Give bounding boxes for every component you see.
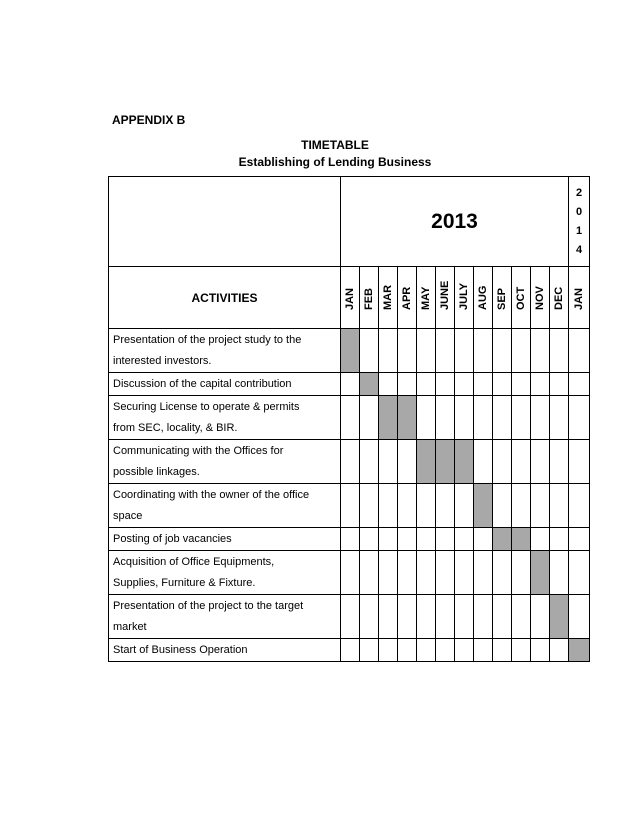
gantt-empty-cell	[398, 484, 417, 528]
gantt-empty-cell	[379, 528, 398, 551]
gantt-empty-cell	[455, 396, 474, 440]
month-label: JUNE	[439, 280, 451, 310]
year-2014-header	[569, 177, 590, 267]
gantt-empty-cell	[531, 595, 550, 639]
gantt-empty-cell	[550, 329, 569, 373]
month-label: AUG	[477, 285, 489, 310]
activity-label	[109, 639, 341, 662]
gantt-empty-cell	[360, 329, 379, 373]
gantt-empty-cell	[379, 551, 398, 595]
activity-label	[109, 551, 341, 595]
gantt-empty-cell	[474, 440, 493, 484]
gantt-empty-cell	[512, 373, 531, 396]
gantt-empty-cell	[379, 440, 398, 484]
activity-label-line: Start of Business Operation	[113, 644, 248, 656]
gantt-empty-cell	[436, 595, 455, 639]
month-label: APR	[401, 286, 413, 310]
gantt-empty-cell	[550, 440, 569, 484]
gantt-empty-cell	[474, 329, 493, 373]
gantt-empty-cell	[455, 595, 474, 639]
gantt-empty-cell	[512, 396, 531, 440]
gantt-empty-cell	[341, 639, 360, 662]
gantt-empty-cell	[569, 440, 590, 484]
gantt-empty-cell	[417, 484, 436, 528]
activity-label-line: Supplies, Furniture & Fixture.	[113, 577, 256, 589]
gantt-empty-cell	[474, 396, 493, 440]
gantt-empty-cell	[341, 595, 360, 639]
gantt-empty-cell	[417, 329, 436, 373]
year-2013-header: 2013	[341, 177, 569, 267]
activity-label-line: Presentation of the project study to the	[113, 334, 302, 346]
gantt-empty-cell	[341, 484, 360, 528]
gantt-bar-cell	[493, 528, 512, 551]
month-header-0	[341, 267, 360, 329]
timetable	[108, 176, 590, 662]
month-label: JULY	[458, 282, 470, 310]
activity-row	[109, 396, 590, 440]
gantt-empty-cell	[398, 639, 417, 662]
activity-label	[109, 373, 341, 396]
gantt-bar-cell	[531, 551, 550, 595]
gantt-empty-cell	[493, 440, 512, 484]
gantt-empty-cell	[512, 440, 531, 484]
activity-label-line: market	[113, 621, 147, 633]
gantt-empty-cell	[493, 595, 512, 639]
activity-label-line: Presentation of the project to the target	[113, 600, 304, 612]
gantt-empty-cell	[436, 551, 455, 595]
gantt-empty-cell	[531, 639, 550, 662]
gantt-empty-cell	[341, 373, 360, 396]
gantt-bar-cell	[360, 373, 379, 396]
gantt-bar-cell	[474, 484, 493, 528]
gantt-empty-cell	[360, 484, 379, 528]
gantt-bar-cell	[379, 396, 398, 440]
gantt-empty-cell	[417, 595, 436, 639]
gantt-empty-cell	[569, 595, 590, 639]
gantt-empty-cell	[493, 373, 512, 396]
activity-row	[109, 595, 590, 639]
gantt-empty-cell	[417, 373, 436, 396]
gantt-empty-cell	[455, 639, 474, 662]
gantt-empty-cell	[360, 528, 379, 551]
gantt-empty-cell	[455, 373, 474, 396]
gantt-empty-cell	[436, 373, 455, 396]
gantt-empty-cell	[436, 528, 455, 551]
appendix-label: APPENDIX B	[112, 113, 186, 127]
activity-label	[109, 329, 341, 373]
gantt-empty-cell	[512, 329, 531, 373]
gantt-empty-cell	[550, 639, 569, 662]
month-header-1	[360, 267, 379, 329]
month-header-12	[569, 267, 590, 329]
activity-label	[109, 484, 341, 528]
gantt-empty-cell	[531, 440, 550, 484]
gantt-empty-cell	[417, 528, 436, 551]
month-header-row	[109, 267, 590, 329]
gantt-empty-cell	[436, 484, 455, 528]
gantt-empty-cell	[417, 396, 436, 440]
gantt-empty-cell	[550, 528, 569, 551]
gantt-empty-cell	[550, 373, 569, 396]
activity-label	[109, 396, 341, 440]
page-title: TIMETABLE	[301, 138, 369, 152]
gantt-empty-cell	[379, 484, 398, 528]
activity-label-line: interested investors.	[113, 355, 212, 367]
activity-row	[109, 639, 590, 662]
gantt-empty-cell	[379, 329, 398, 373]
gantt-bar-cell	[341, 329, 360, 373]
month-label: MAY	[420, 286, 432, 310]
gantt-empty-cell	[569, 373, 590, 396]
month-label: FEB	[363, 288, 375, 310]
activity-label-line: possible linkages.	[113, 466, 200, 478]
gantt-empty-cell	[512, 639, 531, 662]
month-header-8	[493, 267, 512, 329]
gantt-empty-cell	[379, 595, 398, 639]
gantt-empty-cell	[360, 396, 379, 440]
activity-label	[109, 440, 341, 484]
activity-row	[109, 440, 590, 484]
gantt-bar-cell	[417, 440, 436, 484]
gantt-empty-cell	[550, 551, 569, 595]
gantt-bar-cell	[455, 440, 474, 484]
gantt-empty-cell	[360, 440, 379, 484]
gantt-empty-cell	[436, 639, 455, 662]
activity-label-line: space	[113, 510, 143, 522]
activity-row	[109, 551, 590, 595]
activity-label	[109, 595, 341, 639]
gantt-empty-cell	[493, 484, 512, 528]
gantt-empty-cell	[379, 639, 398, 662]
gantt-empty-cell	[455, 329, 474, 373]
gantt-empty-cell	[455, 528, 474, 551]
gantt-empty-cell	[474, 551, 493, 595]
gantt-empty-cell	[569, 551, 590, 595]
activity-label-line: Coordinating with the owner of the office	[113, 489, 310, 501]
month-label: OCT	[515, 286, 527, 310]
month-label: SEP	[496, 287, 508, 310]
gantt-empty-cell	[512, 551, 531, 595]
gantt-empty-cell	[550, 484, 569, 528]
gantt-empty-cell	[341, 551, 360, 595]
gantt-empty-cell	[417, 639, 436, 662]
gantt-empty-cell	[531, 329, 550, 373]
activity-row	[109, 329, 590, 373]
month-header-5	[436, 267, 455, 329]
gantt-empty-cell	[474, 528, 493, 551]
blank-header-cell	[109, 177, 341, 267]
activity-row	[109, 528, 590, 551]
activity-label	[109, 528, 341, 551]
gantt-empty-cell	[360, 595, 379, 639]
activities-header: ACTIVITIES	[109, 267, 341, 329]
gantt-empty-cell	[493, 551, 512, 595]
gantt-empty-cell	[455, 484, 474, 528]
gantt-empty-cell	[360, 551, 379, 595]
year-header-row	[109, 177, 590, 267]
month-label: JAN	[573, 287, 585, 310]
activity-row	[109, 484, 590, 528]
gantt-empty-cell	[398, 528, 417, 551]
gantt-empty-cell	[398, 551, 417, 595]
activity-label-line: Posting of job vacancies	[113, 533, 232, 545]
month-header-6	[455, 267, 474, 329]
gantt-bar-cell	[398, 396, 417, 440]
gantt-empty-cell	[341, 440, 360, 484]
month-label: NOV	[534, 286, 546, 310]
month-header-7	[474, 267, 493, 329]
gantt-empty-cell	[493, 329, 512, 373]
gantt-empty-cell	[569, 396, 590, 440]
gantt-empty-cell	[569, 329, 590, 373]
gantt-empty-cell	[569, 484, 590, 528]
gantt-empty-cell	[398, 373, 417, 396]
gantt-empty-cell	[474, 639, 493, 662]
gantt-empty-cell	[341, 396, 360, 440]
gantt-empty-cell	[417, 551, 436, 595]
month-header-4	[417, 267, 436, 329]
gantt-bar-cell	[569, 639, 590, 662]
gantt-empty-cell	[550, 396, 569, 440]
gantt-empty-cell	[531, 484, 550, 528]
month-header-9	[512, 267, 531, 329]
month-header-2	[379, 267, 398, 329]
month-header-10	[531, 267, 550, 329]
activity-label-line: Securing License to operate & permits	[113, 401, 300, 413]
gantt-empty-cell	[341, 528, 360, 551]
month-label: DEC	[553, 286, 565, 310]
gantt-empty-cell	[360, 639, 379, 662]
gantt-bar-cell	[512, 528, 531, 551]
page-subtitle: Establishing of Lending Business	[238, 155, 432, 169]
month-header-11	[550, 267, 569, 329]
activity-row	[109, 373, 590, 396]
gantt-empty-cell	[398, 329, 417, 373]
month-label: JAN	[344, 287, 356, 310]
gantt-empty-cell	[474, 373, 493, 396]
activity-label-line: Discussion of the capital contribution	[113, 378, 292, 390]
gantt-empty-cell	[512, 595, 531, 639]
gantt-empty-cell	[569, 528, 590, 551]
gantt-empty-cell	[493, 639, 512, 662]
gantt-empty-cell	[379, 373, 398, 396]
year-2014-label: 2 0 1 4	[575, 186, 583, 256]
activity-label-line: from SEC, locality, & BIR.	[113, 422, 238, 434]
gantt-empty-cell	[436, 396, 455, 440]
gantt-empty-cell	[512, 484, 531, 528]
gantt-empty-cell	[436, 329, 455, 373]
timetable-body	[109, 177, 590, 662]
month-header-3	[398, 267, 417, 329]
gantt-empty-cell	[531, 528, 550, 551]
gantt-empty-cell	[398, 595, 417, 639]
gantt-bar-cell	[550, 595, 569, 639]
gantt-empty-cell	[474, 595, 493, 639]
activity-label-line: Acquisition of Office Equipments,	[113, 556, 275, 568]
gantt-empty-cell	[455, 551, 474, 595]
gantt-empty-cell	[531, 396, 550, 440]
gantt-empty-cell	[493, 396, 512, 440]
month-label: MAR	[382, 284, 394, 310]
gantt-bar-cell	[436, 440, 455, 484]
gantt-empty-cell	[531, 373, 550, 396]
gantt-empty-cell	[398, 440, 417, 484]
activity-label-line: Communicating with the Offices for	[113, 445, 284, 457]
